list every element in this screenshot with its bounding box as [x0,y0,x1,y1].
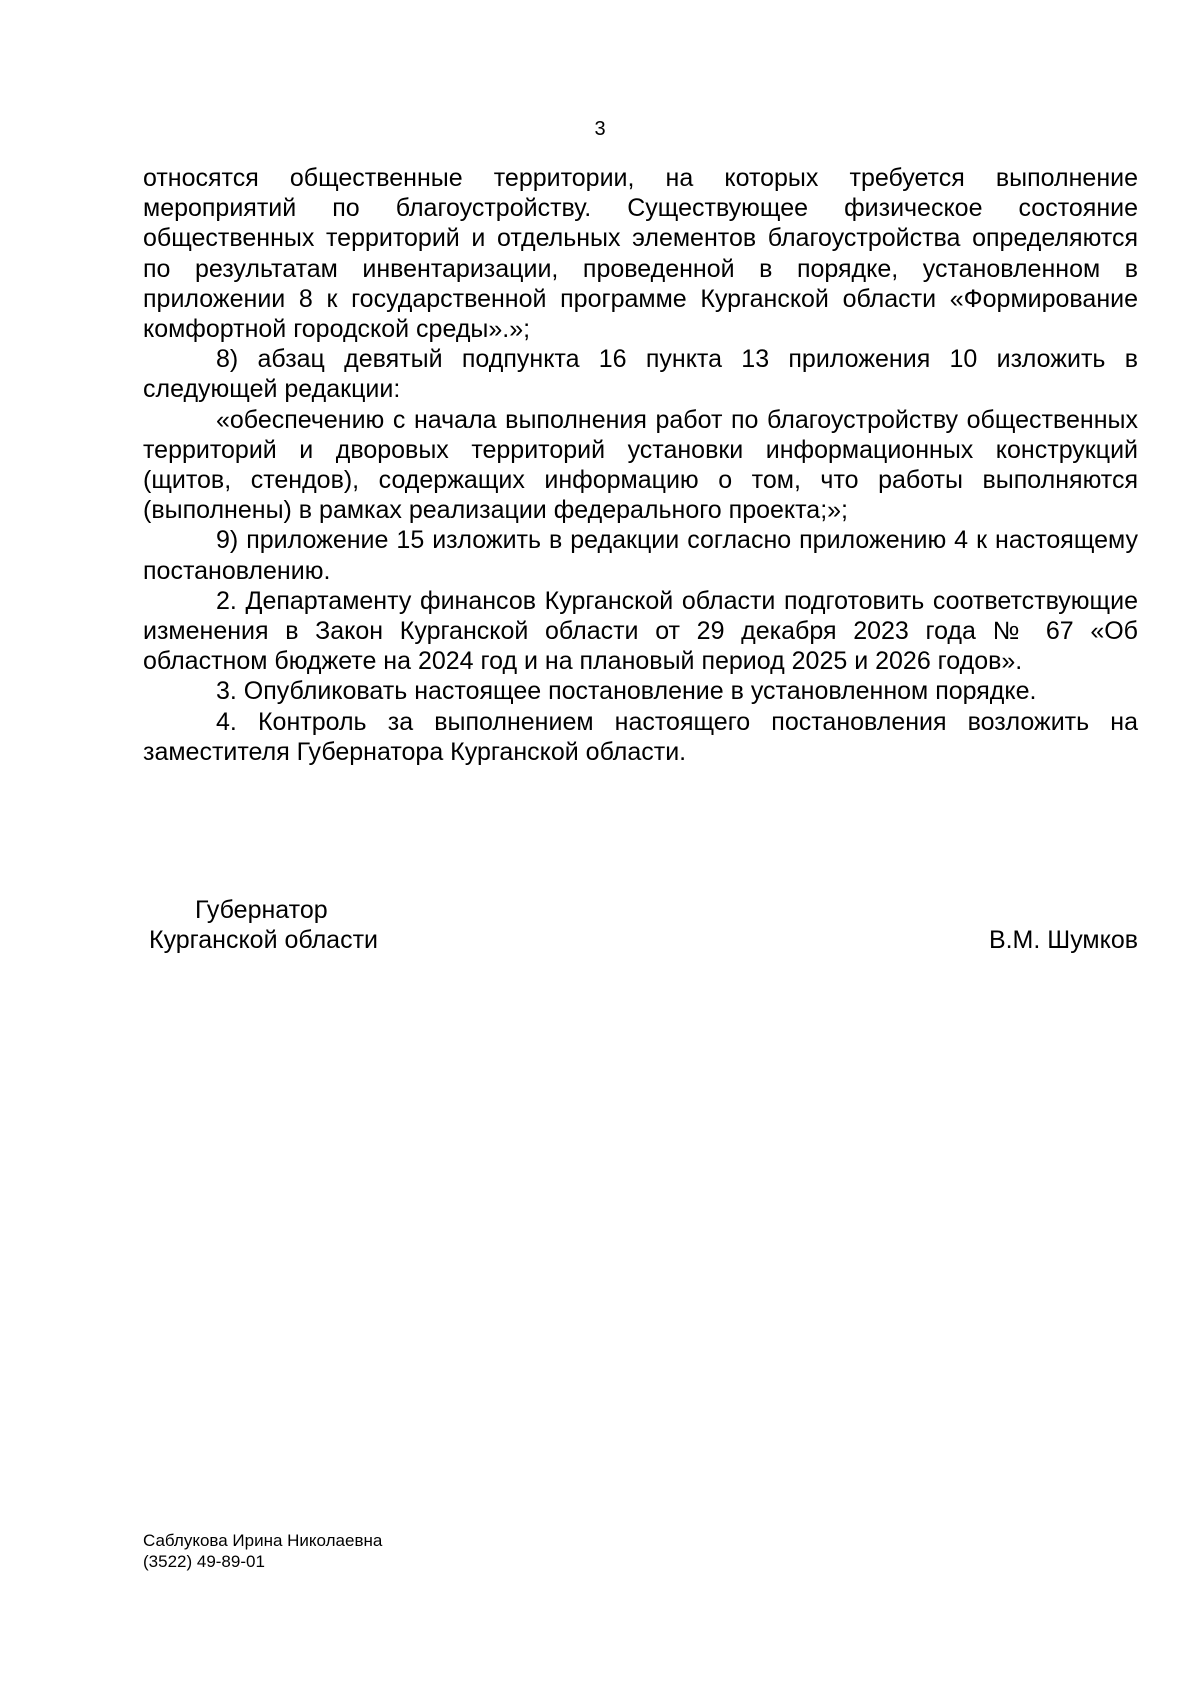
executor-contact [143,1530,382,1572]
executor-name: Саблукова Ирина Николаевна [143,1531,383,1550]
paragraph-continuation: относятся общественные территории, на которых требуется выполнение мероприятий по благоустройству. Существующее физическое состояние общественных территорий и отдельных элементов благоустройства определяются по результатам инвентаризации, проведенной в порядке, установленном в приложении 8 к государственной программе Курганской области «Формирование комфортной городской среды».»; [143,164,1138,344]
paragraph-item-9: 9) приложение 15 изложить в редакции согласно приложению 4 к настоящему постановлению. [143,526,1138,585]
paragraph-item-8: 8) абзац девятый подпункта 16 пункта 13 приложения 10 изложить в следующей редакции: [143,345,1138,404]
signatory-title-line1: Губернатор [195,896,328,924]
page-number: 3 [594,118,606,140]
signatory-name: В.М. Шумков [988,926,1138,954]
paragraph-quoted-text: «обеспечению с начала выполнения работ по благоустройству общественных территорий и дворовых территорий установки информационных конструкций (щитов, стендов), содержащих информацию о том, что работы выполняются (выполнены) в рамках реализации федерального проекта;»; [143,405,1138,525]
executor-phone: (3522) 49-89-01 [143,1552,265,1571]
paragraph-section-2: 2. Департаменту финансов Курганской области подготовить соответствующие изменения в Закон Курганской области от 29 декабря 2023 года № 67 «Об областном бюджете на 2024 год и на плановый период 2025 и 2026 годов». [143,586,1138,676]
signatory-title-line2: Курганской области [149,926,379,954]
paragraph-section-4: 4. Контроль за выполнением настоящего постановления возложить на заместителя Губернатора Курганской области. [143,707,1138,766]
document-body [143,163,1138,767]
paragraph-section-3: 3. Опубликовать настоящее постановление в установленном порядке. [216,677,1037,706]
signature-block [143,895,1138,965]
